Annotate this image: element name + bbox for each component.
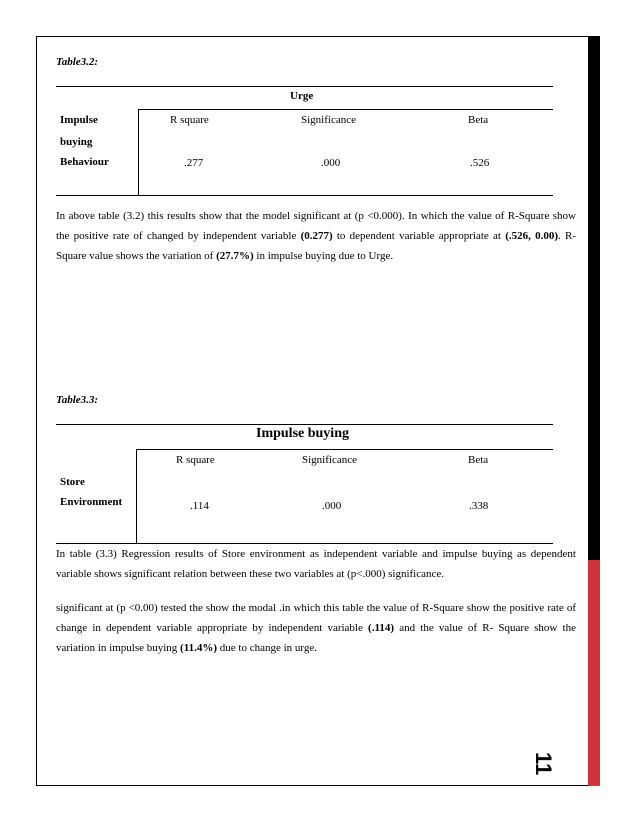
- table1-caption: Table3.2:: [56, 56, 99, 68]
- table2-row-label-2: Environment: [60, 496, 123, 508]
- table1-row-label-3: Behaviour: [60, 156, 109, 168]
- table2-value-significance: .000: [322, 500, 342, 512]
- side-bar-red: [588, 560, 600, 786]
- table1-row-label-2: buying: [60, 136, 93, 148]
- table1-bottom-rule: [56, 195, 553, 196]
- page-number: 11: [531, 752, 556, 776]
- table1-col-rsquare: R square: [170, 114, 209, 126]
- table2-value-rsquare: .114: [190, 500, 209, 512]
- table2-col-beta: Beta: [468, 454, 489, 466]
- table2-col-rsquare: R square: [176, 454, 215, 466]
- table1-value-significance: .000: [321, 157, 341, 169]
- page-border: [36, 36, 600, 786]
- table2-header-rule: [136, 449, 553, 450]
- table1-col-beta: Beta: [468, 114, 489, 126]
- table1-top-rule: [56, 86, 553, 87]
- table2-value-beta: .338: [469, 500, 489, 512]
- table1-header-rule: [138, 109, 553, 110]
- table1-vertical-rule: [138, 109, 139, 195]
- table1-value-beta: .526: [470, 157, 490, 169]
- table2-group-header: Impulse buying: [256, 426, 349, 441]
- table2-caption: Table3.3:: [56, 394, 99, 406]
- table2-row-label-1: Store: [60, 476, 85, 488]
- table1-col-significance: Significance: [301, 114, 356, 126]
- paragraph-significance: significant at (p <0.00) tested the show the modal .in which this table the value of R-Square show the positive rate of change in dependent variable appropriate by independent variable (.114) and the value of R- Square show the variation in impulse buying (11.4%) due to change in urge.: [56, 602, 576, 654]
- table2-col-significance: Significance: [302, 454, 357, 466]
- table1-value-rsquare: .277: [184, 157, 204, 169]
- table2-vertical-rule: [136, 449, 137, 543]
- paragraph-table1-summary: In above table (3.2) this results show that the model significant at (p <0.000). In which the value of R-Square show the positive rate of changed by independent variable (0.277) to dependent variable appropriate at (.526, 0.00). R-Square value shows the variation of (27.7%) in impulse buying due to Urge.: [56, 210, 577, 262]
- table1-row-label-1: Impulse: [60, 114, 98, 126]
- paragraph-table2-summary: In table (3.3) Regression results of Store environment as independent variable and impulse buying as dependent variable shows significant relation between these two variables at (p<.000) significance.: [56, 548, 576, 580]
- side-bar-black: [588, 36, 600, 560]
- table1-group-header: Urge: [290, 90, 314, 102]
- table2-top-rule: [56, 424, 553, 425]
